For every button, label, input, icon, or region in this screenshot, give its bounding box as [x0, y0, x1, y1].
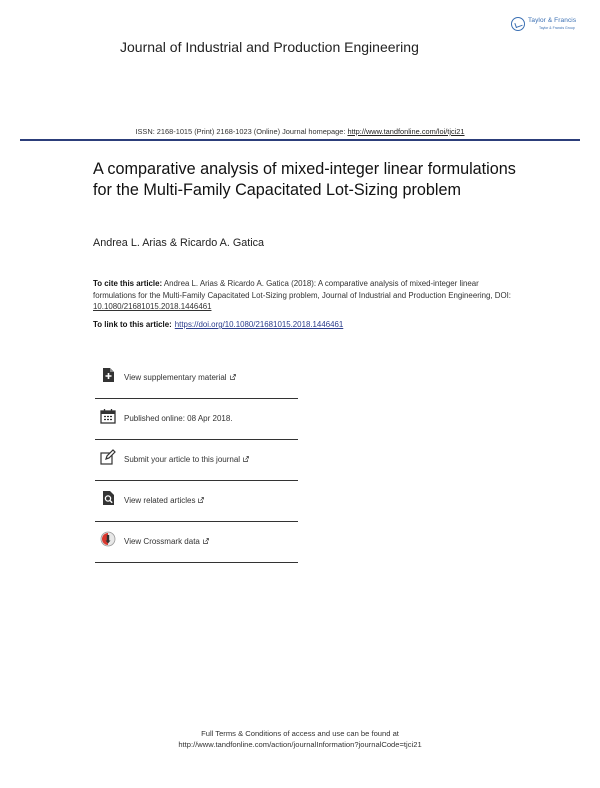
article-title: A comparative analysis of mixed-integer linear formulations for the Multi-Family Capacitated Lot-Sizing problem — [93, 160, 516, 199]
citation-doi-link[interactable]: 10.1080/21681015.2018.1446461 — [93, 302, 212, 311]
view-supplementary-material-item[interactable] — [95, 358, 298, 399]
issn-text: ISSN: 2168-1015 (Print) 2168-1023 (Online) Journal homepage: — [135, 127, 348, 136]
external-link-icon — [230, 374, 236, 380]
view-supplementary-material-label: View supplementary material — [124, 373, 227, 382]
article-doi-url-link[interactable]: https://doi.org/10.1080/21681015.2018.1446461 — [174, 320, 344, 329]
related-articles-icon — [100, 490, 116, 506]
link-to-article — [93, 320, 343, 329]
footer-terms-text: Full Terms & Conditions of access and use can be found at — [201, 729, 399, 738]
journal-name: Journal of Industrial and Production Engineering — [120, 39, 419, 55]
external-link-icon — [203, 538, 209, 544]
link-to-label: To link to this article: — [93, 320, 172, 329]
view-related-articles-label: View related articles — [124, 496, 196, 505]
issn-line — [0, 127, 600, 136]
citation-text: Andrea L. Arias & Ricardo A. Gatica (2018): A comparative analysis of mixed-integer linear formulations for the Multi-Family Capacitated Lot-Sizing problem, Journal of Industrial and Production Engineering, DOI: — [93, 279, 511, 300]
view-crossmark-data-label: View Crossmark data — [124, 537, 200, 546]
edit-icon — [100, 449, 116, 465]
published-online-item — [95, 399, 298, 440]
external-link-icon — [243, 456, 249, 462]
citation-block — [93, 278, 513, 313]
journal-homepage-link[interactable]: http://www.tandfonline.com/loi/tjci21 — [347, 127, 465, 136]
crossmark-icon — [100, 531, 116, 547]
authors: Andrea L. Arias & Ricardo A. Gatica — [93, 237, 265, 249]
publisher-logo-name: Taylor & Francis — [528, 17, 577, 24]
view-crossmark-data-item[interactable] — [95, 522, 298, 563]
footer — [0, 728, 600, 750]
citation-label: To cite this article: — [93, 279, 163, 288]
supplementary-material-icon — [100, 367, 116, 383]
publisher-logo-icon — [511, 17, 525, 31]
publisher-logo-subname: Taylor & Francis Group — [539, 26, 575, 30]
publisher-logo — [511, 17, 583, 35]
published-online-label: Published online: 08 Apr 2018. — [124, 414, 233, 423]
submit-article-label: Submit your article to this journal — [124, 455, 241, 464]
submit-article-item[interactable] — [95, 440, 298, 481]
footer-journal-info-url[interactable]: http://www.tandfonline.com/action/journalInformation?journalCode=tjci21 — [178, 740, 422, 749]
view-related-articles-item[interactable] — [95, 481, 298, 522]
external-link-icon — [198, 497, 204, 503]
article-actions-menu — [95, 358, 298, 563]
header-divider — [20, 139, 580, 141]
calendar-icon — [100, 408, 116, 424]
